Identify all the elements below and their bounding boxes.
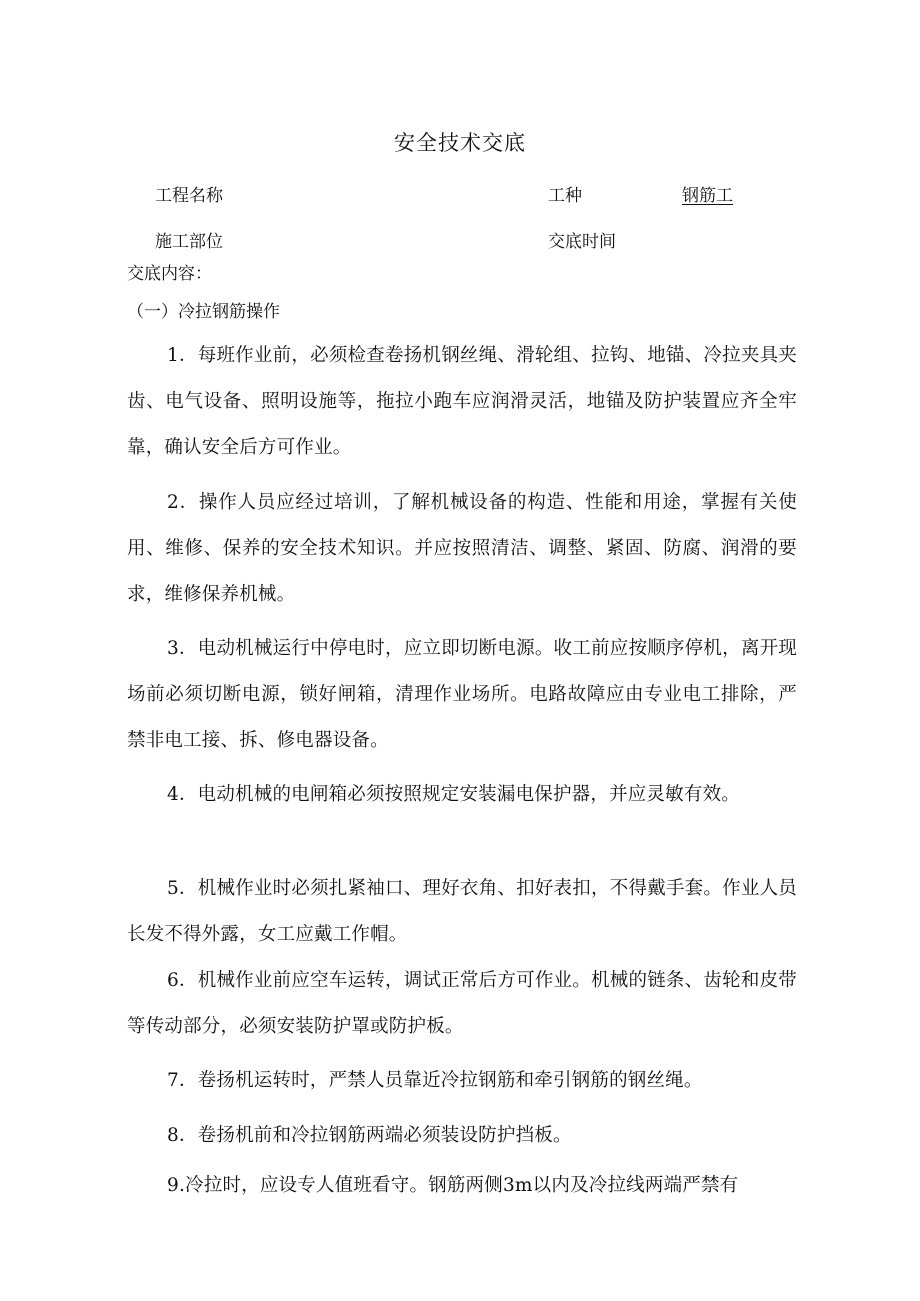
section-title: （一）冷拉钢筋操作	[127, 302, 280, 322]
paragraph-8: 8．卷扬机前和冷拉钢筋两端必须装设防护挡板。	[167, 1125, 572, 1146]
paragraph-4: 4．电动机械的电闸箱必须按照规定安装漏电保护器，并应灵敏有效。	[167, 784, 740, 805]
project-name-label: 工程名称	[155, 186, 223, 206]
paragraph-3: 3．电动机械运行中停电时，应立即切断电源。收工前应按顺序停机，离开现场前必须切断电源，锁好闸箱，清理作业场所。电路故障应由专业电工排除，严禁非电工接、拆、修电器设备。	[127, 638, 797, 751]
paragraph-6: 6．机械作业前应空车运转，调试正常后方可作业。机械的链条、齿轮和皮带等传动部分，必须安装防护罩或防护板。	[127, 970, 797, 1037]
content-label: 交底内容：	[127, 264, 212, 284]
trade-label: 工种	[548, 186, 582, 206]
paragraph-7: 7．卷扬机运转时，严禁人员靠近冷拉钢筋和牵引钢筋的钢丝绳。	[167, 1070, 703, 1091]
paragraph-1: 1．每班作业前，必须检查卷扬机钢丝绳、滑轮组、拉钩、地锚、冷拉夹具夹齿、电气设备、照明设施等，拖拉小跑车应润滑灵活，地锚及防护装置应齐全牢靠，确认安全后方可作业。	[127, 345, 797, 458]
location-label: 施工部位	[155, 232, 223, 252]
paragraph-2: 2．操作人员应经过培训，了解机械设备的构造、性能和用途，掌握有关使用、维修、保养的安全技术知识。并应按照清洁、调整、紧固、防腐、润滑的要求，维修保养机械。	[127, 492, 797, 605]
trade-value: 钢筋工	[682, 186, 733, 206]
paragraph-9: 9.冷拉时，应设专人值班看守。钢筋两侧3m以内及冷拉线两端严禁有	[167, 1175, 739, 1196]
document-title: 安全技术交底	[394, 131, 526, 155]
paragraph-5: 5．机械作业时必须扎紧袖口、理好衣角、扣好表扣，不得戴手套。作业人员长发不得外露，女工应戴工作帽。	[127, 878, 797, 945]
time-label: 交底时间	[548, 232, 616, 252]
